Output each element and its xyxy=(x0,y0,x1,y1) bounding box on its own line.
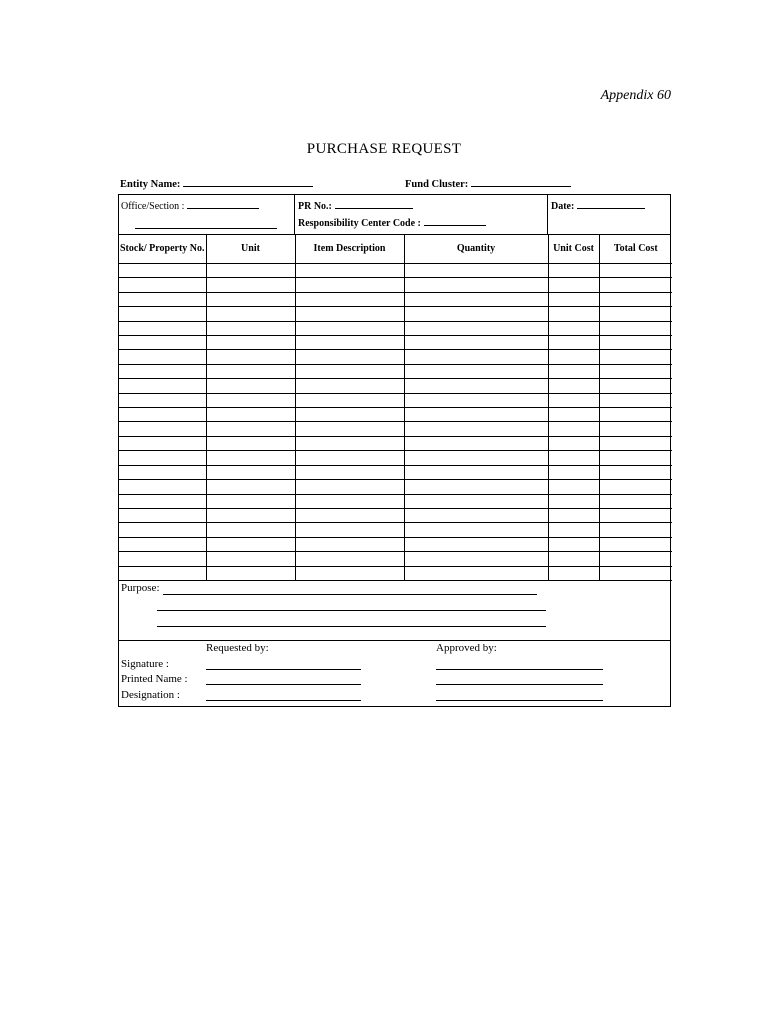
table-cell[interactable] xyxy=(206,278,295,292)
table-cell[interactable] xyxy=(295,566,404,580)
table-cell[interactable] xyxy=(206,422,295,436)
table-cell[interactable] xyxy=(548,393,599,407)
table-cell[interactable] xyxy=(404,422,548,436)
printed-name-label: Printed Name : xyxy=(121,673,188,685)
table-cell[interactable] xyxy=(295,379,404,393)
table-cell[interactable] xyxy=(119,321,206,335)
table-cell[interactable] xyxy=(119,264,206,278)
table-cell[interactable] xyxy=(295,364,404,378)
table-cell[interactable] xyxy=(206,364,295,378)
table-cell[interactable] xyxy=(119,508,206,522)
table-cell[interactable] xyxy=(295,336,404,350)
table-cell[interactable] xyxy=(599,523,672,537)
requested-signature-line[interactable] xyxy=(206,669,361,670)
table-cell[interactable] xyxy=(119,336,206,350)
table-cell[interactable] xyxy=(599,336,672,350)
col-stock-property-no: Stock/ Property No. xyxy=(119,234,206,264)
table-cell[interactable] xyxy=(295,537,404,551)
table-cell[interactable] xyxy=(295,494,404,508)
table-cell[interactable] xyxy=(119,451,206,465)
col-unit: Unit xyxy=(206,234,295,264)
table-cell[interactable] xyxy=(206,494,295,508)
table-cell[interactable] xyxy=(295,436,404,450)
table-row xyxy=(119,465,672,479)
purpose-line[interactable] xyxy=(157,626,546,627)
table-cell[interactable] xyxy=(548,566,599,580)
table-cell[interactable] xyxy=(404,307,548,321)
items-table xyxy=(119,234,672,581)
table-cell[interactable] xyxy=(119,494,206,508)
office-section-row xyxy=(121,199,259,212)
table-cell[interactable] xyxy=(119,393,206,407)
approved-printed-name-line[interactable] xyxy=(436,684,603,685)
table-cell[interactable] xyxy=(119,523,206,537)
table-cell[interactable] xyxy=(206,552,295,566)
table-cell[interactable] xyxy=(119,465,206,479)
signature-section xyxy=(119,641,670,706)
table-row xyxy=(119,480,672,494)
table-cell[interactable] xyxy=(295,552,404,566)
table-row xyxy=(119,523,672,537)
table-row xyxy=(119,552,672,566)
table-cell[interactable] xyxy=(599,566,672,580)
table-cell[interactable] xyxy=(119,422,206,436)
office-section-field[interactable] xyxy=(187,199,259,209)
table-cell[interactable] xyxy=(548,451,599,465)
table-cell[interactable] xyxy=(404,264,548,278)
table-cell[interactable] xyxy=(119,278,206,292)
date-row xyxy=(551,199,645,212)
office-section-field-line2[interactable] xyxy=(135,228,277,229)
entity-name-row xyxy=(120,177,313,190)
table-cell[interactable] xyxy=(548,523,599,537)
table-cell[interactable] xyxy=(404,465,548,479)
fund-cluster-row xyxy=(405,177,571,190)
table-cell[interactable] xyxy=(548,494,599,508)
table-row xyxy=(119,379,672,393)
purchase-request-form xyxy=(118,194,671,707)
appendix-label: Appendix 60 xyxy=(600,88,671,103)
fund-cluster-field[interactable] xyxy=(471,177,571,187)
table-row xyxy=(119,494,672,508)
table-cell[interactable] xyxy=(206,408,295,422)
requested-by-label: Requested by: xyxy=(206,642,269,654)
table-cell[interactable] xyxy=(206,307,295,321)
table-header-row xyxy=(119,234,672,264)
table-row xyxy=(119,508,672,522)
col-total-cost: Total Cost xyxy=(599,234,672,264)
pr-no-row xyxy=(298,199,413,212)
table-cell[interactable] xyxy=(548,321,599,335)
table-cell[interactable] xyxy=(599,451,672,465)
approved-designation-line[interactable] xyxy=(436,700,603,701)
requested-printed-name-line[interactable] xyxy=(206,684,361,685)
table-cell[interactable] xyxy=(599,264,672,278)
table-cell[interactable] xyxy=(404,278,548,292)
signature-label: Signature : xyxy=(121,658,169,670)
responsibility-center-row xyxy=(298,216,486,229)
table-cell[interactable] xyxy=(206,379,295,393)
table-cell[interactable] xyxy=(404,494,548,508)
table-cell[interactable] xyxy=(548,264,599,278)
table-cell[interactable] xyxy=(599,278,672,292)
designation-label: Designation : xyxy=(121,689,180,701)
table-cell[interactable] xyxy=(295,451,404,465)
table-cell[interactable] xyxy=(404,451,548,465)
table-cell[interactable] xyxy=(548,307,599,321)
col-unit-cost: Unit Cost xyxy=(548,234,599,264)
table-row xyxy=(119,278,672,292)
table-row xyxy=(119,422,672,436)
entity-name-field[interactable] xyxy=(183,177,313,187)
approved-signature-line[interactable] xyxy=(436,669,603,670)
table-cell[interactable] xyxy=(548,364,599,378)
table-cell[interactable] xyxy=(295,307,404,321)
table-cell[interactable] xyxy=(548,480,599,494)
col-quantity: Quantity xyxy=(404,234,548,264)
table-cell[interactable] xyxy=(404,523,548,537)
table-cell[interactable] xyxy=(206,537,295,551)
table-row xyxy=(119,364,672,378)
table-cell[interactable] xyxy=(599,436,672,450)
table-cell[interactable] xyxy=(206,264,295,278)
purpose-line[interactable] xyxy=(163,594,537,595)
table-cell[interactable] xyxy=(206,321,295,335)
table-cell[interactable] xyxy=(295,393,404,407)
table-cell[interactable] xyxy=(599,379,672,393)
table-cell[interactable] xyxy=(548,336,599,350)
table-row xyxy=(119,292,672,306)
pr-no-label: PR No.: xyxy=(298,201,332,212)
entity-name-label: Entity Name: xyxy=(120,179,181,190)
table-cell[interactable] xyxy=(119,379,206,393)
table-cell[interactable] xyxy=(206,393,295,407)
table-row xyxy=(119,408,672,422)
table-cell[interactable] xyxy=(404,364,548,378)
table-cell[interactable] xyxy=(295,508,404,522)
approved-by-label: Approved by: xyxy=(436,642,497,654)
table-cell[interactable] xyxy=(599,292,672,306)
table-cell[interactable] xyxy=(206,336,295,350)
purpose-label: Purpose: xyxy=(121,582,160,594)
requested-designation-line[interactable] xyxy=(206,700,361,701)
table-cell[interactable] xyxy=(119,436,206,450)
table-cell[interactable] xyxy=(295,321,404,335)
table-row xyxy=(119,451,672,465)
table-cell[interactable] xyxy=(206,465,295,479)
table-cell[interactable] xyxy=(548,552,599,566)
table-cell[interactable] xyxy=(404,566,548,580)
table-cell[interactable] xyxy=(295,408,404,422)
table-row xyxy=(119,393,672,407)
table-cell[interactable] xyxy=(295,292,404,306)
table-cell[interactable] xyxy=(404,350,548,364)
table-row xyxy=(119,537,672,551)
table-cell[interactable] xyxy=(404,379,548,393)
info-divider xyxy=(294,195,295,234)
table-row xyxy=(119,321,672,335)
table-cell[interactable] xyxy=(599,480,672,494)
fund-cluster-label: Fund Cluster: xyxy=(405,179,469,190)
table-cell[interactable] xyxy=(548,537,599,551)
table-cell[interactable] xyxy=(295,278,404,292)
responsibility-center-label: Responsibility Center Code : xyxy=(298,218,421,229)
purpose-section xyxy=(119,580,670,641)
table-cell[interactable] xyxy=(119,537,206,551)
table-cell[interactable] xyxy=(599,321,672,335)
table-row xyxy=(119,350,672,364)
table-cell[interactable] xyxy=(119,566,206,580)
table-cell[interactable] xyxy=(548,350,599,364)
table-cell[interactable] xyxy=(295,422,404,436)
table-cell[interactable] xyxy=(548,422,599,436)
table-cell[interactable] xyxy=(599,552,672,566)
table-cell[interactable] xyxy=(548,292,599,306)
table-cell[interactable] xyxy=(404,480,548,494)
table-cell[interactable] xyxy=(404,552,548,566)
table-cell[interactable] xyxy=(119,307,206,321)
responsibility-center-field[interactable] xyxy=(424,216,486,226)
table-row xyxy=(119,566,672,580)
table-cell[interactable] xyxy=(119,480,206,494)
table-row xyxy=(119,336,672,350)
table-cell[interactable] xyxy=(206,451,295,465)
col-item-description: Item Description xyxy=(295,234,404,264)
table-cell[interactable] xyxy=(206,508,295,522)
table-cell[interactable] xyxy=(548,508,599,522)
date-label: Date: xyxy=(551,201,575,212)
table-row xyxy=(119,436,672,450)
table-cell[interactable] xyxy=(599,508,672,522)
table-cell[interactable] xyxy=(548,436,599,450)
table-cell[interactable] xyxy=(404,336,548,350)
pr-no-field[interactable] xyxy=(335,199,413,209)
table-cell[interactable] xyxy=(548,408,599,422)
table-cell[interactable] xyxy=(206,480,295,494)
table-cell[interactable] xyxy=(404,508,548,522)
table-cell[interactable] xyxy=(404,292,548,306)
table-cell[interactable] xyxy=(599,408,672,422)
table-cell[interactable] xyxy=(206,292,295,306)
table-cell[interactable] xyxy=(548,465,599,479)
table-cell[interactable] xyxy=(599,364,672,378)
table-row xyxy=(119,307,672,321)
info-divider xyxy=(547,195,548,234)
table-cell[interactable] xyxy=(206,350,295,364)
table-cell[interactable] xyxy=(548,379,599,393)
table-cell[interactable] xyxy=(119,350,206,364)
table-cell[interactable] xyxy=(119,408,206,422)
purpose-line[interactable] xyxy=(157,610,546,611)
table-cell[interactable] xyxy=(119,364,206,378)
table-cell[interactable] xyxy=(599,494,672,508)
table-cell[interactable] xyxy=(599,307,672,321)
table-cell[interactable] xyxy=(404,537,548,551)
table-cell[interactable] xyxy=(119,292,206,306)
table-cell[interactable] xyxy=(295,523,404,537)
table-cell[interactable] xyxy=(119,552,206,566)
table-cell[interactable] xyxy=(599,465,672,479)
table-cell[interactable] xyxy=(548,278,599,292)
table-cell[interactable] xyxy=(599,393,672,407)
table-cell[interactable] xyxy=(599,422,672,436)
date-field[interactable] xyxy=(577,199,645,209)
info-section xyxy=(119,195,670,235)
table-cell[interactable] xyxy=(206,523,295,537)
table-cell[interactable] xyxy=(295,465,404,479)
table-cell[interactable] xyxy=(206,436,295,450)
page-title: PURCHASE REQUEST xyxy=(306,141,462,157)
table-cell[interactable] xyxy=(404,408,548,422)
table-cell[interactable] xyxy=(295,350,404,364)
table-cell[interactable] xyxy=(599,350,672,364)
table-cell[interactable] xyxy=(295,264,404,278)
table-cell[interactable] xyxy=(404,321,548,335)
table-cell[interactable] xyxy=(404,436,548,450)
table-row xyxy=(119,264,672,278)
table-cell[interactable] xyxy=(206,566,295,580)
table-cell[interactable] xyxy=(295,480,404,494)
office-section-label: Office/Section : xyxy=(121,201,185,212)
table-cell[interactable] xyxy=(404,393,548,407)
table-cell[interactable] xyxy=(599,537,672,551)
